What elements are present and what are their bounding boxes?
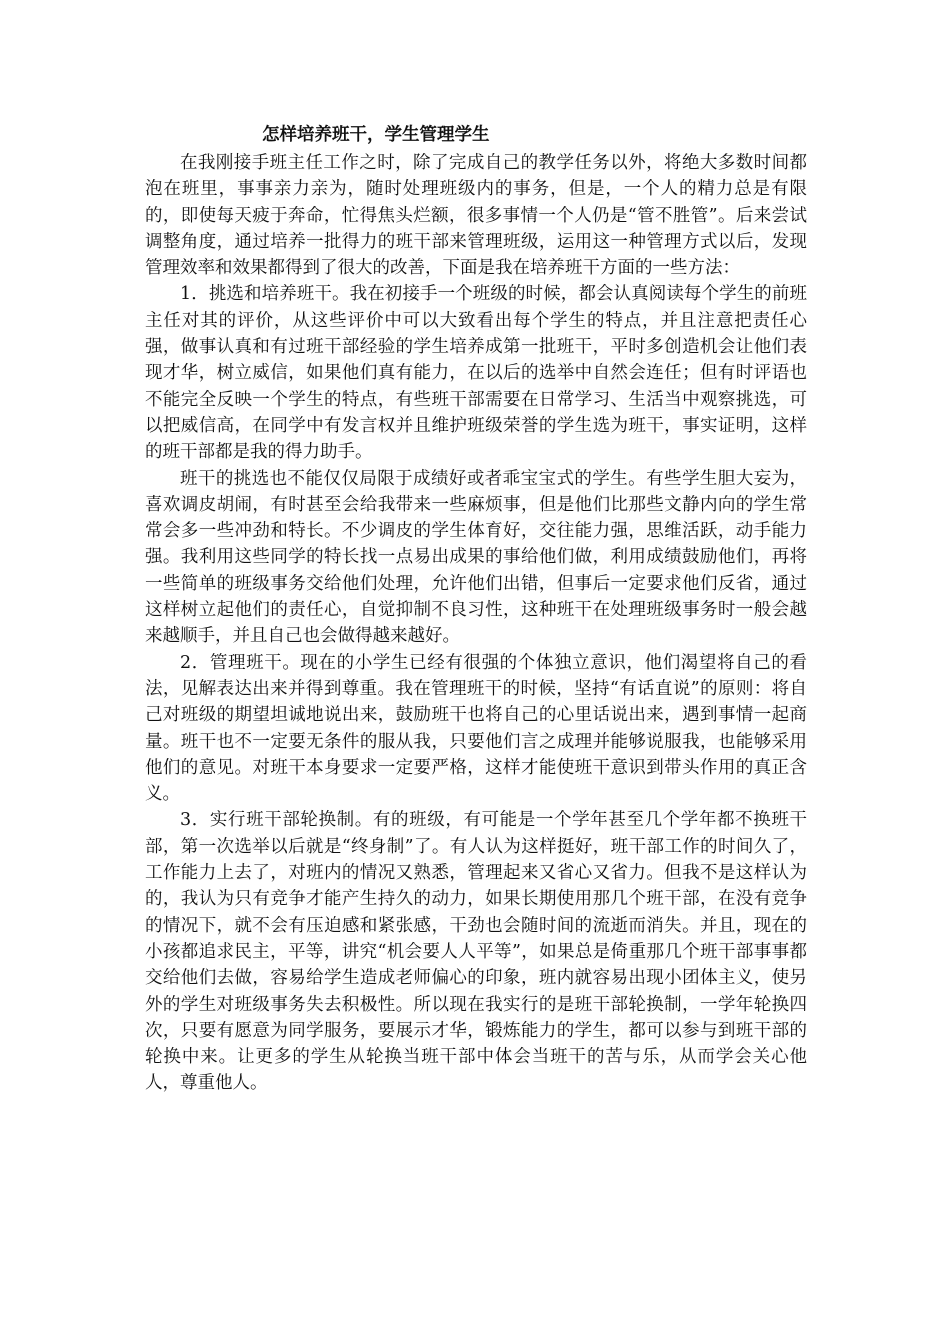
paragraph-selecting-cadres: 1．挑选和培养班干。我在初接手一个班级的时候，都会认真阅读每个学生的前班主任对其的评价，从这些评价中可以大致看出每个学生的特点，并且注意把责任心强，做事认真和有过班干部经验的学生培养成第一批班干，平时多创造机会让他们表现才华，树立威信，如果他们真有能力，在以后的选举中自然会连任；但有时评语也不能完全反映一个学生的特点，有些班干部需要在日常学习、生活当中观察挑选，可以把威信高，在同学中有发言权并且维护班级荣誉的学生选为班干，事实证明，这样的班干部都是我的得力助手。 xyxy=(145,284,807,463)
document-body xyxy=(145,122,807,1097)
paragraph-naughty-students: 班干的挑选也不能仅仅局限于成绩好或者乖宝宝式的学生。有些学生胆大妄为，喜欢调皮胡闹，有时甚至会给我带来一些麻烦事，但是他们比那些文静内向的学生常常会多一些冲劲和特长。不少调皮的学生体育好，交往能力强，思维活跃，动手能力强。我利用这些同学的特长找一点易出成果的事给他们做，利用成绩鼓励他们，再将一些简单的班级事务交给他们处理，允许他们出错，但事后一定要求他们反省，通过这样树立起他们的责任心，自觉抑制不良习性，这种班干在处理班级事务时一般会越来越顺手，并且自己也会做得越来越好。 xyxy=(145,468,807,647)
paragraph-intro: 在我刚接手班主任工作之时，除了完成自己的教学任务以外，将绝大多数时间都泡在班里，事事亲力亲为，随时处理班级内的事务，但是，一个人的精力总是有限的，即使每天疲于奔命，忙得焦头烂额，很多事情一个人仍是“管不胜管”。后来尝试调整角度，通过培养一批得力的班干部来管理班级，运用这一种管理方式以后，发现管理效率和效果都得到了很大的改善，下面是我在培养班干方面的一些方法： xyxy=(145,153,807,279)
paragraph-rotation-system: 3．实行班干部轮换制。有的班级，有可能是一个学年甚至几个学年都不换班干部，第一次选举以后就是“终身制”了。有人认为这样挺好，班干部工作的时间久了，工作能力上去了，对班内的情况又熟悉，管理起来又省心又省力。但我不是这样认为的，我认为只有竞争才能产生持久的动力，如果长期使用那几个班干部，在没有竞争的情况下，就不会有压迫感和紧张感，干劲也会随时间的流逝而消失。并且，现在的小孩都追求民主，平等，讲究“机会要人人平等”，如果总是倚重那几个班干部事事都交给他们去做，容易给学生造成老师偏心的印象，班内就容易出现小团体主义，使另外的学生对班级事务失去积极性。所以现在我实行的是班干部轮换制，一学年轮换四次，只要有愿意为同学服务，要展示才华，锻炼能力的学生，都可以参与到班干部的轮换中来。让更多的学生从轮换当班干部中体会当班干的苦与乐，从而学会关心他人，尊重他人。 xyxy=(145,810,807,1094)
document-title: 怎样培养班干，学生管理学生 xyxy=(262,125,490,145)
paragraph-managing-cadres: 2．管理班干。现在的小学生已经有很强的个体独立意识，他们渴望将自己的看法，见解表达出来并得到尊重。我在管理班干的时候，坚持“有话直说”的原则：将自己对班级的期望坦诚地说出来，鼓励班干也将自己的心里话说出来，遇到事情一起商量。班干也不一定要无条件的服从我，只要他们言之成理并能够说服我，也能够采用他们的意见。对班干本身要求一定要严格，这样才能使班干意识到带头作用的真正含义。 xyxy=(145,652,807,805)
